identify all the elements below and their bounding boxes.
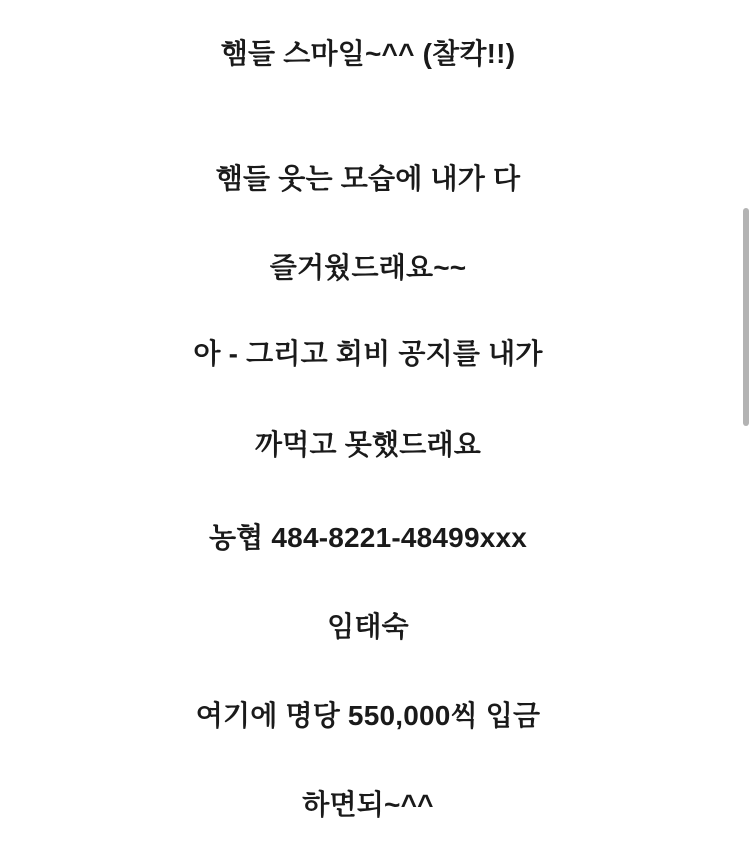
document-line-2: 즐거웠드래요~~ <box>269 252 467 283</box>
vertical-scrollbar-thumb[interactable] <box>743 208 749 426</box>
document-line-3: 아 - 그리고 회비 공지를 내가 <box>193 338 543 369</box>
document-line-7-amount: 여기에 명당 550,000씩 입금 <box>195 700 541 731</box>
document-line-5-bank-account: 농협 484-8221-48499xxx <box>208 522 528 553</box>
document-title: 햄들 스마일~^^ (찰칵!!) <box>220 38 516 69</box>
document-line-8: 하면되~^^ <box>302 789 434 820</box>
vertical-scrollbar-track[interactable] <box>742 0 750 845</box>
document-line-6-account-holder: 임태숙 <box>327 611 409 642</box>
document-line-4: 까먹고 못했드래요 <box>255 429 481 460</box>
document-line-1: 햄들 웃는 모습에 내가 다 <box>215 163 521 194</box>
